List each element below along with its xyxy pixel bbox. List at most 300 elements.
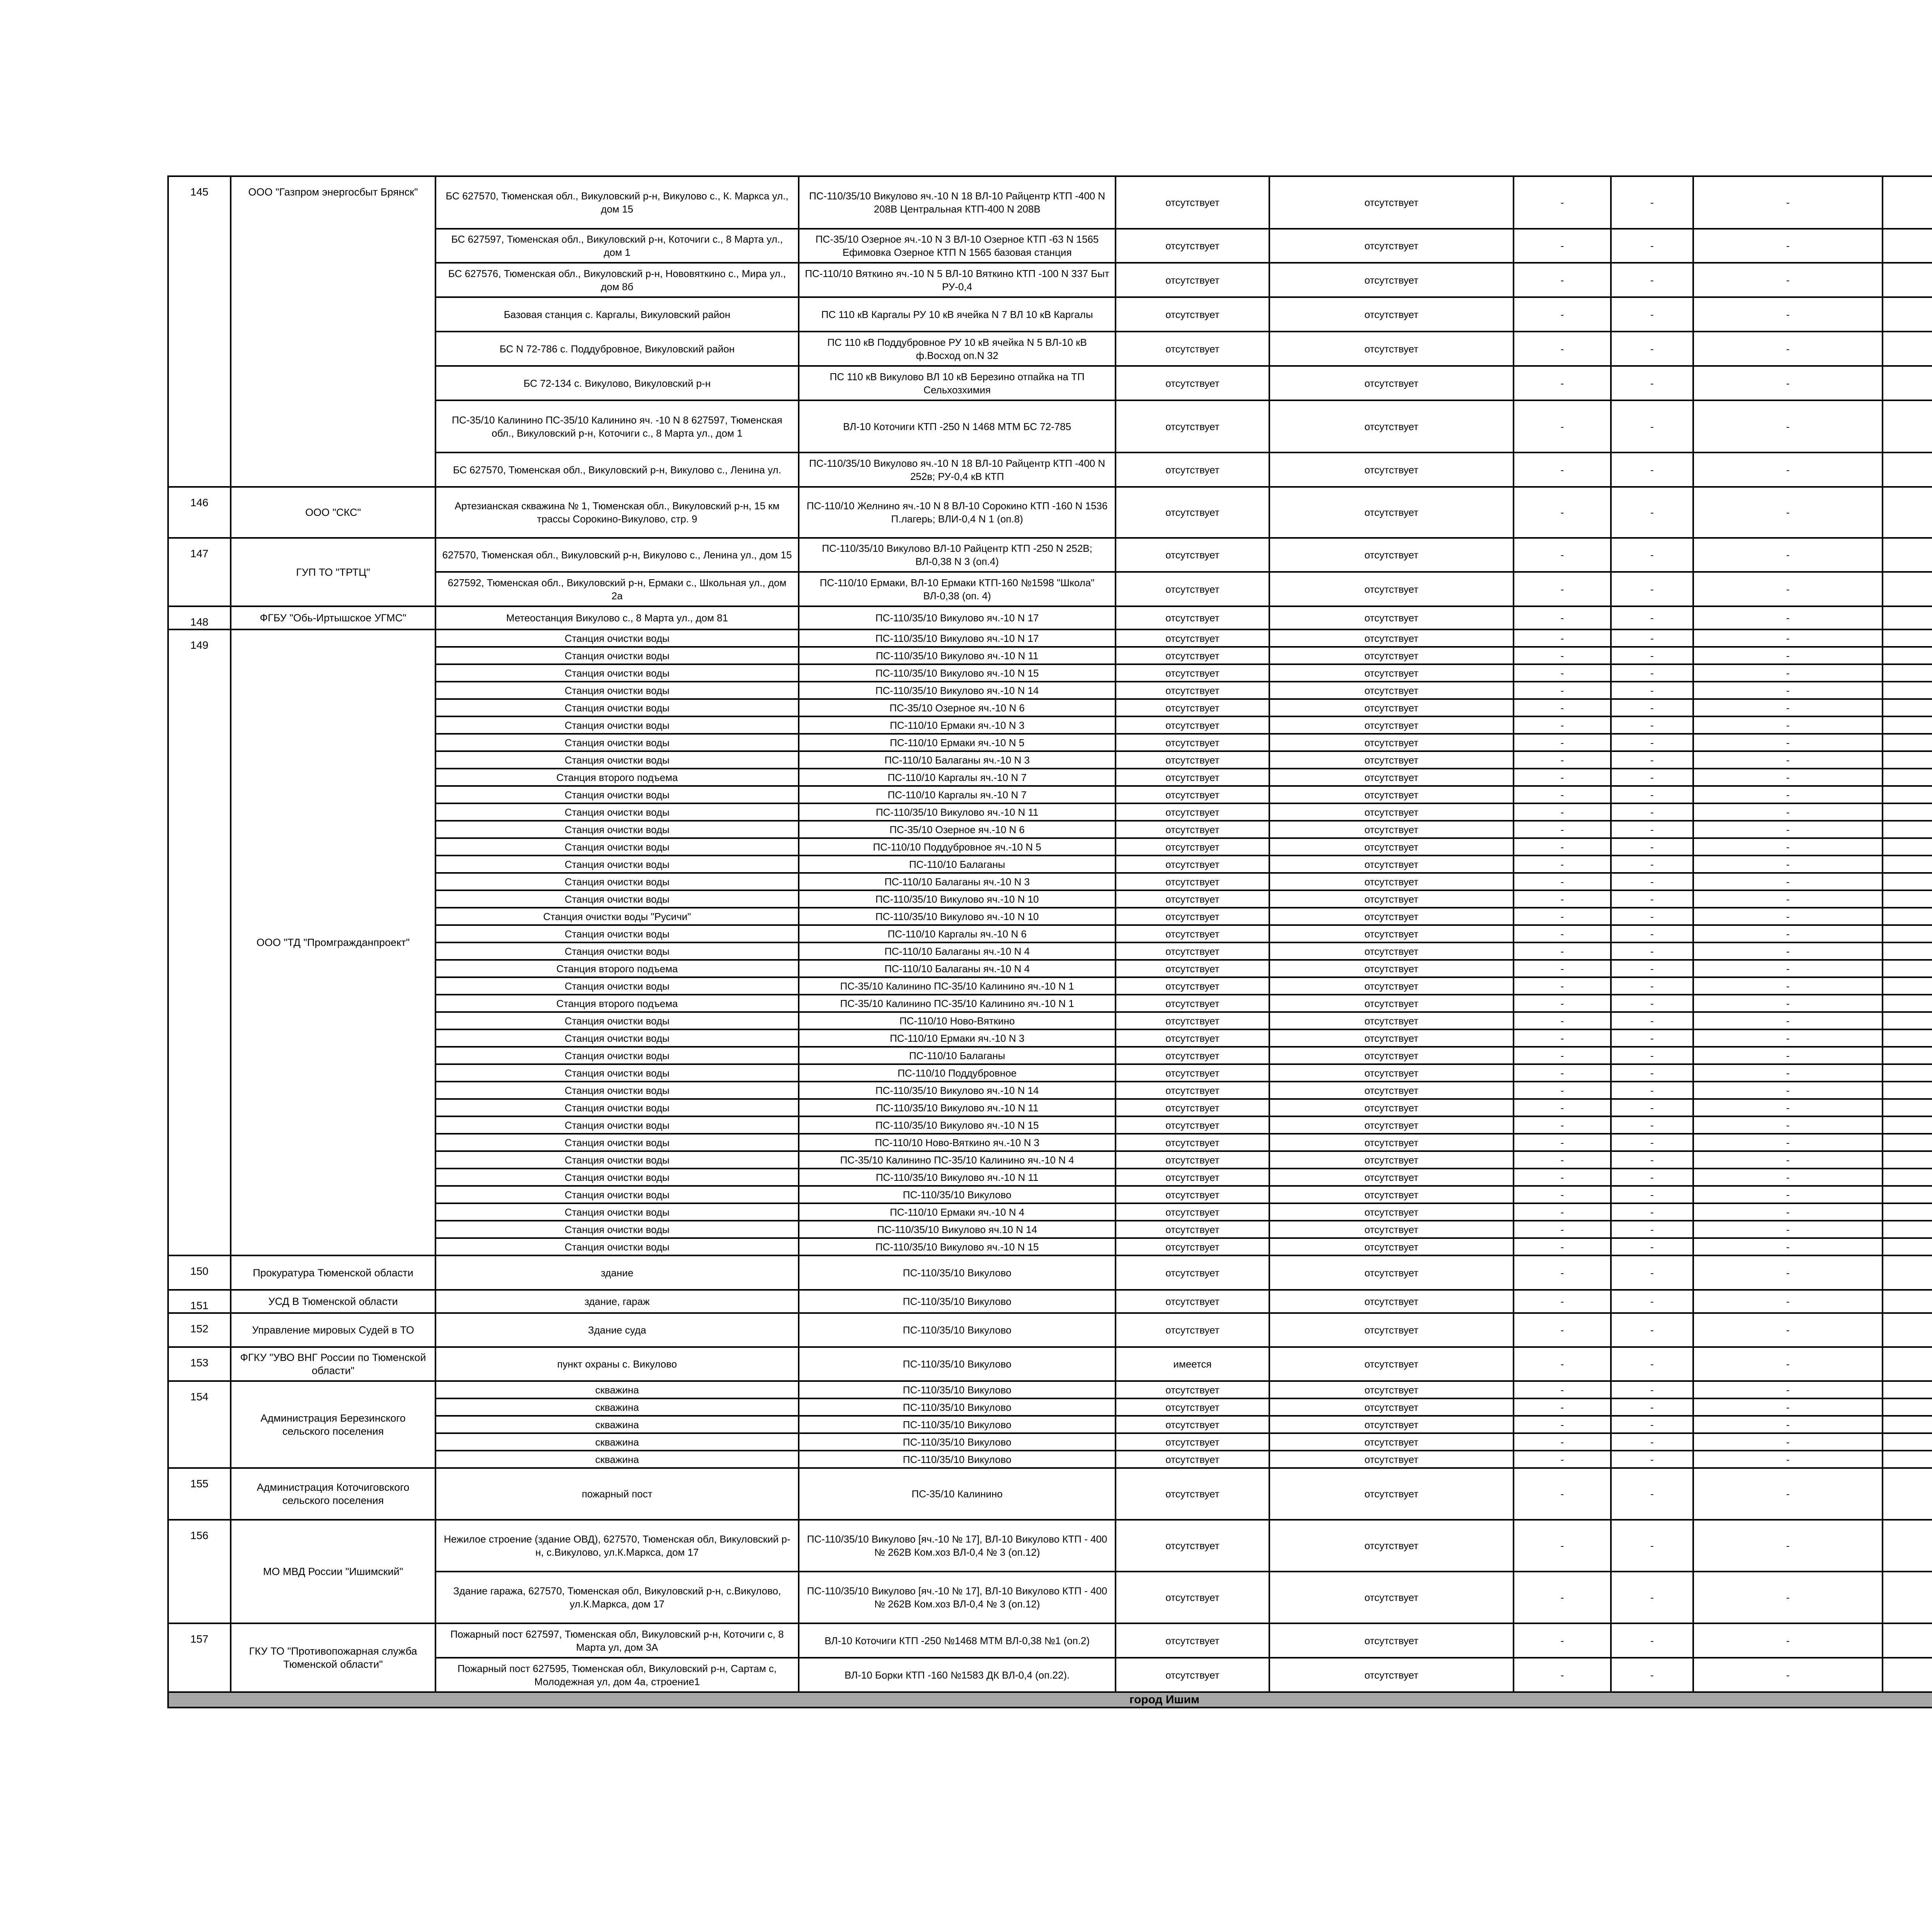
section-header-row: [168, 1692, 1932, 1708]
status-cell-2: отсутствует: [1269, 263, 1514, 297]
power-feed-cell: ПС-35/10 Калинино ПС-35/10 Калинино яч.-10 N 1: [799, 977, 1116, 995]
value-cell-3: -: [1514, 229, 1611, 263]
object-cell: Станция второго подъема: [435, 769, 799, 786]
power-feed-cell: ПС-35/10 Калинино: [799, 1468, 1116, 1520]
value-cell-5: -: [1693, 664, 1883, 682]
table-row: [168, 176, 1932, 229]
value-cell-4: -: [1611, 452, 1693, 487]
value-cell-3: -: [1514, 1313, 1611, 1347]
organization-name: Администрация Коточиговского сельского поселения: [231, 1468, 435, 1520]
object-cell: Станция второго подъема: [435, 960, 799, 977]
value-cell-6: [1883, 1151, 1932, 1169]
value-cell-6: [1883, 682, 1932, 699]
status-cell-2: отсутствует: [1269, 1169, 1514, 1186]
value-cell-4: -: [1611, 366, 1693, 400]
power-feed-cell: ПС-110/35/10 Викулово яч.-10 N 11: [799, 1169, 1116, 1186]
object-cell: скважина: [435, 1398, 799, 1416]
power-feed-cell: ПС-110/35/10 Викулово яч.-10 N 18 ВЛ-10 Райцентр КТП -400 N 208В Центральная КТП-400 N 208В: [799, 176, 1116, 229]
value-cell-6: [1883, 925, 1932, 942]
object-cell: Станция очистки воды: [435, 629, 799, 647]
object-cell: здание: [435, 1255, 799, 1290]
power-feed-cell: ПС-110/35/10 Викулово яч.-10 N 17: [799, 606, 1116, 629]
value-cell-5: -: [1693, 1012, 1883, 1029]
value-cell-3: -: [1514, 647, 1611, 664]
value-cell-3: -: [1514, 1116, 1611, 1134]
value-cell-4: -: [1611, 716, 1693, 734]
status-cell-2: отсутствует: [1269, 942, 1514, 960]
value-cell-6: [1883, 977, 1932, 995]
value-cell-5: -: [1693, 1520, 1883, 1572]
value-cell-3: -: [1514, 1468, 1611, 1520]
value-cell-3: -: [1514, 821, 1611, 838]
status-cell-2: отсутствует: [1269, 1255, 1514, 1290]
status-cell-2: отсутствует: [1269, 803, 1514, 821]
object-cell: Здание гаража, 627570, Тюменская обл, Викуловский р-н, с.Викулово, ул.К.Маркса, дом 17: [435, 1572, 799, 1623]
value-cell-4: -: [1611, 1398, 1693, 1416]
object-cell: Станция очистки воды: [435, 1203, 799, 1221]
value-cell-4: -: [1611, 1203, 1693, 1221]
power-feed-cell: ПС-110/10 Желнино яч.-10 N 8 ВЛ-10 Сорокино КТП -160 N 1536 П.лагерь; ВЛИ-0,4 N 1 (оп.8): [799, 487, 1116, 538]
value-cell-6: [1883, 786, 1932, 803]
status-cell-2: отсутствует: [1269, 1203, 1514, 1221]
value-cell-5: -: [1693, 452, 1883, 487]
value-cell-4: -: [1611, 1623, 1693, 1658]
object-cell: Станция второго подъема: [435, 995, 799, 1012]
value-cell-3: -: [1514, 487, 1611, 538]
row-number: 156: [168, 1520, 231, 1623]
status-cell: отсутствует: [1116, 1169, 1269, 1186]
status-cell: отсутствует: [1116, 908, 1269, 925]
power-feed-cell: ПС-110/35/10 Викулово яч.-10 N 10: [799, 890, 1116, 908]
status-cell-2: отсутствует: [1269, 960, 1514, 977]
value-cell-5: -: [1693, 1433, 1883, 1451]
status-cell-2: отсутствует: [1269, 1572, 1514, 1623]
value-cell-6: [1883, 1313, 1932, 1347]
value-cell-3: -: [1514, 629, 1611, 647]
status-cell-2: отсутствует: [1269, 629, 1514, 647]
value-cell-6: [1883, 1116, 1932, 1134]
value-cell-5: -: [1693, 538, 1883, 572]
status-cell: отсутствует: [1116, 1290, 1269, 1313]
status-cell-2: отсутствует: [1269, 1398, 1514, 1416]
power-feed-cell: ПС-110/35/10 Викулово: [799, 1451, 1116, 1468]
value-cell-5: -: [1693, 332, 1883, 366]
status-cell: имеется: [1116, 1347, 1269, 1381]
value-cell-4: -: [1611, 856, 1693, 873]
status-cell-2: отсутствует: [1269, 682, 1514, 699]
status-cell: отсутствует: [1116, 1012, 1269, 1029]
status-cell: отсутствует: [1116, 1116, 1269, 1134]
status-cell: отсутствует: [1116, 1398, 1269, 1416]
power-feed-cell: ПС-110/35/10 Викулово [яч.-10 № 17], ВЛ-10 Викулово КТП - 400 № 262В Ком.хоз ВЛ-0,4 № 3 (оп.12): [799, 1572, 1116, 1623]
status-cell: отсутствует: [1116, 734, 1269, 751]
value-cell-3: -: [1514, 1186, 1611, 1203]
object-cell: Станция очистки воды: [435, 664, 799, 682]
object-cell: Станция очистки воды: [435, 1064, 799, 1082]
value-cell-6: [1883, 1398, 1932, 1416]
value-cell-6: [1883, 664, 1932, 682]
status-cell-2: отсутствует: [1269, 856, 1514, 873]
power-feed-cell: ПС-110/35/10 Викулово яч.-10 N 15: [799, 664, 1116, 682]
value-cell-4: -: [1611, 1116, 1693, 1134]
value-cell-5: -: [1693, 751, 1883, 769]
value-cell-3: -: [1514, 1047, 1611, 1064]
status-cell: отсутствует: [1116, 942, 1269, 960]
object-cell: Артезианская скважина № 1, Тюменская обл., Викуловский р-н, 15 км трассы Сорокино-Викулово, стр. 9: [435, 487, 799, 538]
value-cell-6: [1883, 1290, 1932, 1313]
status-cell-2: отсутствует: [1269, 332, 1514, 366]
value-cell-6: [1883, 629, 1932, 647]
value-cell-6: [1883, 751, 1932, 769]
row-number: 147: [168, 538, 231, 606]
value-cell-3: -: [1514, 873, 1611, 890]
status-cell-2: отсутствует: [1269, 1029, 1514, 1047]
power-feed-cell: ПС-110/10 Балаганы яч.-10 N 4: [799, 942, 1116, 960]
object-cell: 627570, Тюменская обл., Викуловский р-н, Викулово с., Ленина ул., дом 15: [435, 538, 799, 572]
value-cell-4: -: [1611, 821, 1693, 838]
row-number: 146: [168, 487, 231, 538]
value-cell-4: -: [1611, 1416, 1693, 1433]
value-cell-5: -: [1693, 400, 1883, 452]
status-cell-2: отсутствует: [1269, 1238, 1514, 1255]
value-cell-4: -: [1611, 400, 1693, 452]
status-cell: отсутствует: [1116, 821, 1269, 838]
value-cell-6: [1883, 1099, 1932, 1116]
value-cell-6: [1883, 1623, 1932, 1658]
status-cell-2: отсутствует: [1269, 176, 1514, 229]
status-cell: отсутствует: [1116, 1064, 1269, 1082]
value-cell-6: [1883, 1203, 1932, 1221]
power-feed-cell: ПС-35/10 Озерное яч.-10 N 6: [799, 699, 1116, 716]
value-cell-5: -: [1693, 890, 1883, 908]
value-cell-5: -: [1693, 1047, 1883, 1064]
object-cell: Станция очистки воды: [435, 647, 799, 664]
power-feed-cell: ПС 110 кВ Каргалы РУ 10 кВ ячейка N 7 ВЛ 10 кВ Каргалы: [799, 297, 1116, 332]
value-cell-4: -: [1611, 786, 1693, 803]
value-cell-3: -: [1514, 1029, 1611, 1047]
row-number: 149: [168, 629, 231, 1255]
power-feed-cell: ПС-110/35/10 Викулово: [799, 1433, 1116, 1451]
status-cell: отсутствует: [1116, 297, 1269, 332]
value-cell-3: -: [1514, 1658, 1611, 1692]
value-cell-5: -: [1693, 1451, 1883, 1468]
power-feed-cell: ПС-110/10 Балаганы: [799, 1047, 1116, 1064]
status-cell-2: отсутствует: [1269, 1082, 1514, 1099]
value-cell-4: -: [1611, 1313, 1693, 1347]
power-feed-cell: ПС-110/10 Балаганы яч.-10 N 4: [799, 960, 1116, 977]
power-feed-cell: ПС 110 кВ Поддубровное РУ 10 кВ ячейка N 5 ВЛ-10 кВ ф.Восход оп.N 32: [799, 332, 1116, 366]
status-cell: отсутствует: [1116, 960, 1269, 977]
status-cell: отсутствует: [1116, 995, 1269, 1012]
organization-name: Управление мировых Судей в ТО: [231, 1313, 435, 1347]
status-cell: отсутствует: [1116, 1151, 1269, 1169]
object-cell: Станция очистки воды: [435, 1012, 799, 1029]
value-cell-6: [1883, 995, 1932, 1012]
status-cell: отсутствует: [1116, 977, 1269, 995]
value-cell-3: -: [1514, 538, 1611, 572]
value-cell-3: -: [1514, 977, 1611, 995]
status-cell-2: отсутствует: [1269, 1347, 1514, 1381]
power-feed-cell: ПС-110/35/10 Викулово яч.-10 N 15: [799, 1238, 1116, 1255]
power-feed-cell: ПС-110/10 Ермаки яч.-10 N 4: [799, 1203, 1116, 1221]
status-cell-2: отсутствует: [1269, 400, 1514, 452]
object-cell: Станция очистки воды: [435, 786, 799, 803]
value-cell-5: -: [1693, 1203, 1883, 1221]
status-cell-2: отсутствует: [1269, 1290, 1514, 1313]
object-cell: БС 627597, Тюменская обл., Викуловский р-н, Коточиги с., 8 Марта ул., дом 1: [435, 229, 799, 263]
object-cell: Станция очистки воды: [435, 699, 799, 716]
value-cell-4: -: [1611, 942, 1693, 960]
row-number: 154: [168, 1381, 231, 1468]
value-cell-3: -: [1514, 995, 1611, 1012]
section-title: город Ишим: [168, 1692, 1932, 1708]
value-cell-3: -: [1514, 1082, 1611, 1099]
value-cell-3: -: [1514, 1012, 1611, 1029]
power-feed-cell: ПС-110/10 Ново-Вяткино: [799, 1012, 1116, 1029]
value-cell-3: -: [1514, 572, 1611, 606]
value-cell-6: [1883, 803, 1932, 821]
value-cell-3: -: [1514, 1623, 1611, 1658]
status-cell-2: отсутствует: [1269, 890, 1514, 908]
value-cell-4: -: [1611, 995, 1693, 1012]
power-feed-cell: ПС-110/10 Балаганы: [799, 856, 1116, 873]
value-cell-4: -: [1611, 1221, 1693, 1238]
value-cell-5: -: [1693, 699, 1883, 716]
value-cell-3: -: [1514, 297, 1611, 332]
value-cell-6: [1883, 1468, 1932, 1520]
value-cell-5: -: [1693, 734, 1883, 751]
object-cell: Пожарный пост 627597, Тюменская обл, Викуловский р-н, Коточиги с, 8 Марта ул, дом 3А: [435, 1623, 799, 1658]
value-cell-4: -: [1611, 538, 1693, 572]
status-cell-2: отсутствует: [1269, 487, 1514, 538]
value-cell-6: [1883, 366, 1932, 400]
value-cell-5: -: [1693, 1116, 1883, 1134]
status-cell: отсутствует: [1116, 925, 1269, 942]
object-cell: БС N 72-786 с. Поддубровное, Викуловский район: [435, 332, 799, 366]
value-cell-6: [1883, 942, 1932, 960]
status-cell-2: отсутствует: [1269, 1099, 1514, 1116]
value-cell-6: [1883, 734, 1932, 751]
value-cell-5: -: [1693, 1082, 1883, 1099]
status-cell-2: отсутствует: [1269, 538, 1514, 572]
object-cell: Станция очистки воды: [435, 716, 799, 734]
status-cell-2: отсутствует: [1269, 647, 1514, 664]
value-cell-3: -: [1514, 734, 1611, 751]
object-cell: Станция очистки воды: [435, 1186, 799, 1203]
value-cell-5: -: [1693, 1290, 1883, 1313]
value-cell-3: -: [1514, 176, 1611, 229]
value-cell-6: [1883, 838, 1932, 856]
status-cell: отсутствует: [1116, 1623, 1269, 1658]
value-cell-5: -: [1693, 1186, 1883, 1203]
value-cell-5: -: [1693, 769, 1883, 786]
value-cell-4: -: [1611, 751, 1693, 769]
power-feed-cell: ПС-110/35/10 Викулово: [799, 1313, 1116, 1347]
value-cell-5: -: [1693, 176, 1883, 229]
value-cell-4: -: [1611, 1238, 1693, 1255]
value-cell-4: -: [1611, 873, 1693, 890]
status-cell: отсутствует: [1116, 606, 1269, 629]
value-cell-5: -: [1693, 606, 1883, 629]
value-cell-6: [1883, 856, 1932, 873]
organization-name: Прокуратура Тюменской области: [231, 1255, 435, 1290]
value-cell-5: -: [1693, 925, 1883, 942]
value-cell-3: -: [1514, 400, 1611, 452]
status-cell-2: отсутствует: [1269, 1381, 1514, 1398]
status-cell-2: отсутствует: [1269, 229, 1514, 263]
value-cell-4: -: [1611, 890, 1693, 908]
value-cell-6: [1883, 1238, 1932, 1255]
object-cell: Станция очистки воды: [435, 838, 799, 856]
value-cell-6: [1883, 487, 1932, 538]
value-cell-6: [1883, 572, 1932, 606]
power-feed-cell: ПС-110/35/10 Викулово: [799, 1416, 1116, 1433]
value-cell-6: [1883, 873, 1932, 890]
table-row: [168, 538, 1932, 572]
value-cell-6: [1883, 890, 1932, 908]
object-cell: скважина: [435, 1433, 799, 1451]
value-cell-6: [1883, 1064, 1932, 1082]
status-cell: отсутствует: [1116, 1658, 1269, 1692]
value-cell-3: -: [1514, 1134, 1611, 1151]
status-cell-2: отсутствует: [1269, 1186, 1514, 1203]
value-cell-4: -: [1611, 1433, 1693, 1451]
status-cell-2: отсутствует: [1269, 1064, 1514, 1082]
value-cell-5: -: [1693, 1398, 1883, 1416]
value-cell-3: -: [1514, 1347, 1611, 1381]
value-cell-4: -: [1611, 908, 1693, 925]
object-cell: Станция очистки воды: [435, 890, 799, 908]
value-cell-4: -: [1611, 572, 1693, 606]
value-cell-4: -: [1611, 734, 1693, 751]
status-cell: отсутствует: [1116, 1381, 1269, 1398]
value-cell-6: [1883, 1451, 1932, 1468]
status-cell: отсутствует: [1116, 452, 1269, 487]
status-cell: отсутствует: [1116, 263, 1269, 297]
value-cell-3: -: [1514, 1416, 1611, 1433]
value-cell-3: -: [1514, 716, 1611, 734]
value-cell-4: -: [1611, 1186, 1693, 1203]
status-cell: отсутствует: [1116, 890, 1269, 908]
value-cell-3: -: [1514, 1381, 1611, 1398]
power-feed-cell: ВЛ-10 Борки КТП -160 №1583 ДК ВЛ-0,4 (оп.22).: [799, 1658, 1116, 1692]
value-cell-3: -: [1514, 769, 1611, 786]
power-feed-cell: ПС-110/35/10 Викулово яч.-10 N 17: [799, 629, 1116, 647]
table-row: [168, 1520, 1932, 1572]
value-cell-4: -: [1611, 1047, 1693, 1064]
value-cell-6: [1883, 1134, 1932, 1151]
value-cell-6: [1883, 1658, 1932, 1692]
object-cell: БС 627570, Тюменская обл., Викуловский р-н, Викулово с., Ленина ул.: [435, 452, 799, 487]
value-cell-5: -: [1693, 1313, 1883, 1347]
object-cell: Станция очистки воды: [435, 803, 799, 821]
status-cell: отсутствует: [1116, 400, 1269, 452]
object-cell: 627592, Тюменская обл., Викуловский р-н, Ермаки с., Школьная ул., дом 2а: [435, 572, 799, 606]
status-cell: отсутствует: [1116, 572, 1269, 606]
value-cell-4: -: [1611, 960, 1693, 977]
value-cell-5: -: [1693, 821, 1883, 838]
value-cell-6: [1883, 1012, 1932, 1029]
status-cell-2: отсутствует: [1269, 1047, 1514, 1064]
value-cell-5: -: [1693, 716, 1883, 734]
value-cell-6: [1883, 606, 1932, 629]
value-cell-5: -: [1693, 960, 1883, 977]
status-cell-2: отсутствует: [1269, 1116, 1514, 1134]
status-cell-2: отсутствует: [1269, 1623, 1514, 1658]
organization-name: УСД В Тюменской области: [231, 1290, 435, 1313]
object-cell: пожарный пост: [435, 1468, 799, 1520]
value-cell-3: -: [1514, 1169, 1611, 1186]
value-cell-5: -: [1693, 1623, 1883, 1658]
value-cell-4: -: [1611, 297, 1693, 332]
status-cell: отсутствует: [1116, 664, 1269, 682]
object-cell: скважина: [435, 1451, 799, 1468]
value-cell-6: [1883, 1255, 1932, 1290]
power-feed-cell: ПС-110/10 Ермаки яч.-10 N 3: [799, 1029, 1116, 1047]
value-cell-6: [1883, 538, 1932, 572]
value-cell-5: -: [1693, 1064, 1883, 1082]
object-cell: Станция очистки воды: [435, 977, 799, 995]
value-cell-5: -: [1693, 873, 1883, 890]
power-feed-cell: ПС-110/10 Каргалы яч.-10 N 7: [799, 786, 1116, 803]
power-feed-cell: ПС-110/10 Каргалы яч.-10 N 7: [799, 769, 1116, 786]
status-cell-2: отсутствует: [1269, 699, 1514, 716]
status-cell: отсутствует: [1116, 647, 1269, 664]
object-cell: ПС-35/10 Калинино ПС-35/10 Калинино яч. -10 N 8 627597, Тюменская обл., Викуловский р-н, Коточиги с., 8 Марта ул., дом 1: [435, 400, 799, 452]
organization-name: ООО "СКС": [231, 487, 435, 538]
object-cell: Здание суда: [435, 1313, 799, 1347]
value-cell-4: -: [1611, 803, 1693, 821]
power-feed-cell: ПС-35/10 Озерное яч.-10 N 3 ВЛ-10 Озерное КТП -63 N 1565 Ефимовка Озерное КТП N 1565 базовая станция: [799, 229, 1116, 263]
power-feed-cell: ПС-110/10 Поддубровное: [799, 1064, 1116, 1082]
value-cell-6: [1883, 769, 1932, 786]
object-cell: Станция очистки воды: [435, 1116, 799, 1134]
value-cell-4: -: [1611, 1082, 1693, 1099]
value-cell-5: -: [1693, 856, 1883, 873]
value-cell-3: -: [1514, 1255, 1611, 1290]
status-cell: отсутствует: [1116, 751, 1269, 769]
value-cell-4: -: [1611, 487, 1693, 538]
object-cell: Станция очистки воды: [435, 1134, 799, 1151]
value-cell-3: -: [1514, 1099, 1611, 1116]
table-row: [168, 1347, 1932, 1381]
value-cell-4: -: [1611, 647, 1693, 664]
value-cell-4: -: [1611, 1347, 1693, 1381]
status-cell: отсутствует: [1116, 1255, 1269, 1290]
table-row: [168, 1468, 1932, 1520]
value-cell-3: -: [1514, 332, 1611, 366]
value-cell-5: -: [1693, 1169, 1883, 1186]
value-cell-5: -: [1693, 786, 1883, 803]
status-cell-2: отсутствует: [1269, 977, 1514, 995]
status-cell: отсутствует: [1116, 1433, 1269, 1451]
organization-name: Администрация Березинского сельского поселения: [231, 1381, 435, 1468]
status-cell: отсутствует: [1116, 1082, 1269, 1099]
value-cell-6: [1883, 716, 1932, 734]
power-feed-cell: ПС-110/35/10 Викулово яч.-10 N 15: [799, 1116, 1116, 1134]
organization-name: МО МВД России "Ишимский": [231, 1520, 435, 1623]
power-feed-cell: ПС-110/10 Ермаки, ВЛ-10 Ермаки КТП-160 №1598 "Школа" ВЛ-0,38 (оп. 4): [799, 572, 1116, 606]
object-cell: скважина: [435, 1381, 799, 1398]
status-cell: отсутствует: [1116, 769, 1269, 786]
value-cell-4: -: [1611, 263, 1693, 297]
power-feed-cell: ПС-110/35/10 Викулово яч.-10 N 10: [799, 908, 1116, 925]
value-cell-4: -: [1611, 1520, 1693, 1572]
status-cell-2: отсутствует: [1269, 1012, 1514, 1029]
value-cell-6: [1883, 263, 1932, 297]
status-cell: отсутствует: [1116, 1099, 1269, 1116]
object-cell: БС 72-134 с. Викулово, Викуловский р-н: [435, 366, 799, 400]
